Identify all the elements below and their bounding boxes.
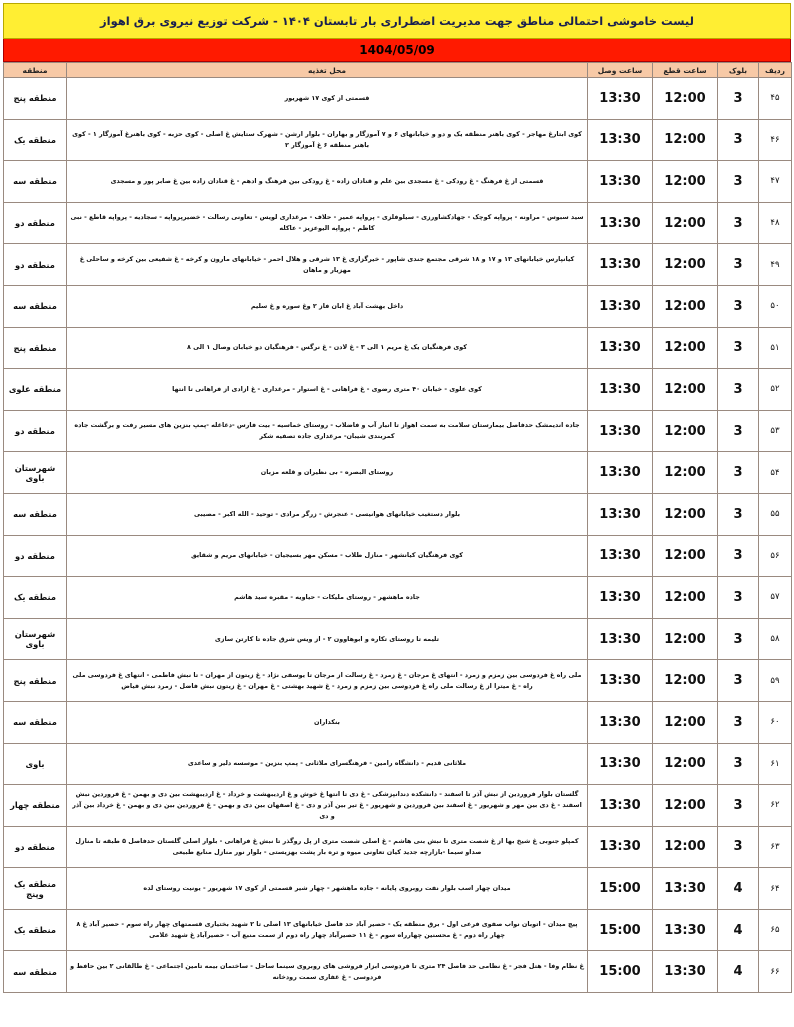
cell-feeder-location: بنکداران	[67, 701, 588, 743]
cell-cut-time: 12:00	[653, 369, 718, 411]
cell-connect-time: 13:30	[588, 410, 653, 452]
cell-block: 3	[718, 660, 759, 702]
cell-row-no: ۵۸	[759, 618, 792, 660]
cell-block: 3	[718, 452, 759, 494]
cell-block: 3	[718, 119, 759, 161]
cell-row-no: ۴۷	[759, 161, 792, 203]
cell-row-no: ۴۶	[759, 119, 792, 161]
cell-row-no: ۵۶	[759, 535, 792, 577]
cell-connect-time: 15:00	[588, 951, 653, 993]
cell-feeder-location: کوی ابتارغ مهاجر - کوی باهنر منطقه یک و دو و خیابانهای ۶ و ۷ آموزگار و بهاران - بلوار ارشن - شهرک ستایش غ اصلی - کوی حزبه - کوی باهنرغ آموزگار ۱ - کوی باهنر منطقه ۶ غ آموزگار ۲	[67, 119, 588, 161]
cell-cut-time: 12:00	[653, 535, 718, 577]
cell-region: منطقه دو	[4, 535, 67, 577]
cell-row-no: ۶۶	[759, 951, 792, 993]
cell-block: 3	[718, 577, 759, 619]
table-header-row	[4, 63, 792, 78]
cell-region: منطقه یک وپنج	[4, 868, 67, 910]
table-row	[4, 161, 792, 203]
cell-region: منطقه دو	[4, 826, 67, 868]
cell-feeder-location: کوی فرهنگیان کیانشهر - منازل طلاب - مسکن مهر بسیجیان - خیابانهای مریم و شقایق	[67, 535, 588, 577]
cell-cut-time: 12:00	[653, 78, 718, 120]
cell-connect-time: 13:30	[588, 535, 653, 577]
cell-cut-time: 12:00	[653, 660, 718, 702]
cell-feeder-location: ملی راه غ فردوسی بین زمزم و زمرد - انتهای غ مرجان - غ زمرد - غ رسالت از مرجان تا یوسفی نژاد - غ زیتون از مهران - تا نبش فاطمی - انتهای غ فردوسی ملی راه - غ میترا از غ رسالت ملی راه غ فردوسی بین زمزم و زمرد - غ شهید بهشتی - غ مهران - غ زیتون نبش فاضل - زمرد نبش فیاض	[67, 660, 588, 702]
cell-region: منطقه پنج	[4, 78, 67, 120]
table-row	[4, 535, 792, 577]
table-row	[4, 410, 792, 452]
cell-connect-time: 13:30	[588, 785, 653, 827]
cell-feeder-location: پیچ میدان - اتوبان نواب صفوی فرعی اول - برق منطقه یک - حصیر آباد حد فاصل خیابانهای ۱۳ اصلی تا ۲ شهید بختیاری قسمتهای چهار راه سوم - حصیر آباد غ ۸ چهار راه دوم - غ محسنین چهارراه سوم - غ ۱۱ حصیرآباد چهار راه دوم از سمت منبع آب - حصیرآباد غ شهید غلامی	[67, 909, 588, 951]
cell-cut-time: 13:30	[653, 951, 718, 993]
cell-cut-time: 12:00	[653, 618, 718, 660]
cell-feeder-location: ملاثانی قدیم - دانشگاه رامین - فرهنگسرای ملاثانی - پمپ بنزین - موسسه دلیر و ساعدی	[67, 743, 588, 785]
cell-region: منطقه یک	[4, 577, 67, 619]
cell-cut-time: 13:30	[653, 909, 718, 951]
cell-connect-time: 13:30	[588, 618, 653, 660]
table-row	[4, 618, 792, 660]
cell-cut-time: 12:00	[653, 785, 718, 827]
cell-row-no: ۶۲	[759, 785, 792, 827]
cell-row-no: ۵۳	[759, 410, 792, 452]
cell-region: منطقه سه	[4, 951, 67, 993]
cell-row-no: ۶۰	[759, 701, 792, 743]
header-block: بلوک	[718, 63, 759, 78]
cell-region: منطقه دو	[4, 202, 67, 244]
cell-row-no: ۵۱	[759, 327, 792, 369]
cell-region: منطقه یک	[4, 119, 67, 161]
cell-feeder-location: کیانپارس خیابانهای ۱۳ و ۱۷ و ۱۸ شرقی مجتمع جندی شاپور - خیرگزاری غ ۱۳ شرقی و هلال احمر - خیابانهای مارون و کرخه - غ شفیعی بین کرخه و ساحلی غ مهزیار و ماهان	[67, 244, 588, 286]
cell-cut-time: 12:00	[653, 701, 718, 743]
cell-block: 3	[718, 618, 759, 660]
cell-connect-time: 13:30	[588, 244, 653, 286]
cell-block: 3	[718, 743, 759, 785]
cell-block: 4	[718, 868, 759, 910]
cell-feeder-location: داخل بهشت آباد غ ابان فاز ۲ وغ سوره و غ سلیم	[67, 285, 588, 327]
cell-feeder-location: سید سبوس - مراونه - پرواپه کوچک - جهادکشاورزی - سیلوفلزی - پرواپه عمیر - حلاف - مرغداری لویس - تعاونی رسالت - خضیرپرواپه - سجادیه - پرواپه قاطع - نبی کاظم - پرواپه الیوعزیز - عاکله	[67, 202, 588, 244]
cell-region: منطقه علوی	[4, 369, 67, 411]
cell-cut-time: 12:00	[653, 202, 718, 244]
cell-block: 3	[718, 535, 759, 577]
cell-row-no: ۵۵	[759, 493, 792, 535]
header-row-no: ردیف	[759, 63, 792, 78]
cell-cut-time: 12:00	[653, 410, 718, 452]
cell-block: 3	[718, 202, 759, 244]
cell-connect-time: 13:30	[588, 743, 653, 785]
cell-block: 3	[718, 78, 759, 120]
cell-connect-time: 13:30	[588, 285, 653, 327]
cell-row-no: ۶۳	[759, 826, 792, 868]
cell-region: منطقه پنج	[4, 660, 67, 702]
cell-feeder-location: میدان چهار اسب بلوار نفت روبروی پایانه - جاده ماهشهر - چهار شیر قسمتی از کوی ۱۷ شهریور - یونیت روستای لده	[67, 868, 588, 910]
cell-feeder-location: بلوار دستغیب خیابانهای هوانیسی - عنجرش - زرگر مرادی - توحید - الله اکبر - مصیبی	[67, 493, 588, 535]
cell-block: 4	[718, 909, 759, 951]
cell-feeder-location: روستای البصره - بی نظیران و قلعه مزبان	[67, 452, 588, 494]
cell-feeder-location: تلیمه تا روستای تکاره و ابوهاوون ۲ - از ویس شرق جاده تا کارتن سازی	[67, 618, 588, 660]
cell-region: منطقه یک	[4, 909, 67, 951]
table-row	[4, 868, 792, 910]
table-row	[4, 327, 792, 369]
cell-feeder-location: قسمتی از غ فرهنگ - غ رودکی - غ مسجدی بین علم و قنادان زاده - غ رودکی بین فرهنگ و ادهم - غ قنادان زاده بین غ صابر پور و مسجدی	[67, 161, 588, 203]
cell-connect-time: 13:30	[588, 701, 653, 743]
table-row	[4, 119, 792, 161]
cell-connect-time: 13:30	[588, 660, 653, 702]
table-row	[4, 577, 792, 619]
cell-cut-time: 12:00	[653, 327, 718, 369]
header-connect-time: ساعت وصل	[588, 63, 653, 78]
cell-row-no: ۶۴	[759, 868, 792, 910]
cell-region: منطقه پنج	[4, 327, 67, 369]
table-row	[4, 493, 792, 535]
table-row	[4, 743, 792, 785]
cell-cut-time: 12:00	[653, 743, 718, 785]
table-row	[4, 785, 792, 827]
cell-feeder-location: کوی علوی - خیابان ۴۰ متری رضوی - غ فراهانی - غ استوار - مرغداری - غ ازادی از فراهانی تا انتها	[67, 369, 588, 411]
cell-connect-time: 15:00	[588, 868, 653, 910]
cell-feeder-location: کوی فرهنگیان یک غ مریم ۱ الی ۳ - غ لادن - غ نرگس - فرهنگیان دو خیابان وصال ۱ الی ۸	[67, 327, 588, 369]
cell-cut-time: 12:00	[653, 493, 718, 535]
cell-region: شهرستان باوی	[4, 618, 67, 660]
cell-row-no: ۴۵	[759, 78, 792, 120]
cell-cut-time: 12:00	[653, 826, 718, 868]
header-cut-time: ساعت قطع	[653, 63, 718, 78]
cell-connect-time: 15:00	[588, 909, 653, 951]
cell-region: منطقه چهار	[4, 785, 67, 827]
cell-row-no: ۵۷	[759, 577, 792, 619]
cell-block: 3	[718, 161, 759, 203]
table-row	[4, 660, 792, 702]
cell-region: منطقه دو	[4, 410, 67, 452]
cell-row-no: ۴۹	[759, 244, 792, 286]
cell-cut-time: 12:00	[653, 452, 718, 494]
cell-cut-time: 12:00	[653, 161, 718, 203]
cell-block: 3	[718, 327, 759, 369]
cell-feeder-location: جاده ماهشهر - روستای ملیکات - حیاویه - مقبره سید هاشم	[67, 577, 588, 619]
date-banner: 1404/05/09	[3, 39, 791, 62]
cell-block: 3	[718, 701, 759, 743]
cell-connect-time: 13:30	[588, 119, 653, 161]
table-row	[4, 78, 792, 120]
cell-feeder-location: کمپلو جنوبی غ شیخ بها از غ شصت متری تا نبش بنی هاشم - غ اصلی شصت متری از پل روگذر تا نبش غ فراهانی - بلوار اصلی گلستان حدفاصل ۵ طبقه تا منازل صداو سیما -بازارچه جدید کیان تعاونی میوه و تره بار پشت بهزیستی - بلوار نور منازل منابع طبیعی	[67, 826, 588, 868]
cell-feeder-location: غ نظام وفا - هتل فجر - غ نظامی حد فاصل ۲۴ متری تا فردوسی ابزار فروشی های روبروی سینما ساحل - ساختمان بیمه تامین اجتماعی - غ طالقانی ۲ بین حافظ و فردوسی - غ غفاری سمت رودخانه	[67, 951, 588, 993]
cell-block: 3	[718, 785, 759, 827]
outage-table	[3, 62, 792, 993]
cell-row-no: ۵۴	[759, 452, 792, 494]
cell-block: 4	[718, 951, 759, 993]
table-body	[4, 78, 792, 993]
cell-cut-time: 12:00	[653, 244, 718, 286]
table-row	[4, 285, 792, 327]
cell-block: 3	[718, 826, 759, 868]
cell-connect-time: 13:30	[588, 327, 653, 369]
cell-region: باوی	[4, 743, 67, 785]
cell-row-no: ۵۹	[759, 660, 792, 702]
cell-region: منطقه سه	[4, 161, 67, 203]
cell-cut-time: 13:30	[653, 868, 718, 910]
header-feeder-location: محل تغذیه	[67, 63, 588, 78]
table-row	[4, 909, 792, 951]
cell-feeder-location: گلستان بلوار فروردین از نبش آذر تا اسفند - دانشکده دندانپزشکی - غ دی تا انتها غ خوش و غ اردیبهشت و خرداد - غ اردیبهشت بین دی و بهمن - غ فروردین نبش اسفند - غ دی بین مهر و شهریور - غ اسفند بین فروردین و شهریور - غ تیر بین آذر و دی - غ اصفهان بین دی و بهمن - غ فروردین بین دی و بهمن - غ خرداد بین آذر و دی	[67, 785, 588, 827]
cell-region: منطقه دو	[4, 244, 67, 286]
cell-cut-time: 12:00	[653, 119, 718, 161]
cell-cut-time: 12:00	[653, 285, 718, 327]
cell-row-no: ۶۱	[759, 743, 792, 785]
cell-cut-time: 12:00	[653, 577, 718, 619]
cell-connect-time: 13:30	[588, 577, 653, 619]
cell-block: 3	[718, 285, 759, 327]
table-row	[4, 202, 792, 244]
cell-region: منطقه سه	[4, 285, 67, 327]
cell-connect-time: 13:30	[588, 369, 653, 411]
cell-region: منطقه سه	[4, 493, 67, 535]
cell-region: منطقه سه	[4, 701, 67, 743]
table-row	[4, 701, 792, 743]
cell-row-no: ۵۰	[759, 285, 792, 327]
table-row	[4, 369, 792, 411]
cell-feeder-location: جاده اندیمشک حدفاصل بیمارستان سلامت به سمت اهواز تا انبار آب و فاضلاب - روستای خماسیه - بیت فارس -دغاغله -پمپ بنزین های مسیر رفت و برگشت جاده کمربندی شیبان- مرغداری جاده تصفیه شکر	[67, 410, 588, 452]
cell-row-no: ۴۸	[759, 202, 792, 244]
cell-row-no: ۶۵	[759, 909, 792, 951]
cell-row-no: ۵۲	[759, 369, 792, 411]
page-title: لیست خاموشی احتمالی مناطق جهت مدیریت اضطراری بار تابستان ۱۴۰۴ - شرکت توزیع نیروی برق اهواز	[3, 3, 791, 39]
cell-region: شهرستان باوی	[4, 452, 67, 494]
header-region: منطقه	[4, 63, 67, 78]
cell-connect-time: 13:30	[588, 202, 653, 244]
cell-block: 3	[718, 493, 759, 535]
cell-block: 3	[718, 244, 759, 286]
table-row	[4, 951, 792, 993]
cell-connect-time: 13:30	[588, 161, 653, 203]
cell-connect-time: 13:30	[588, 826, 653, 868]
cell-feeder-location: قسمتی از کوی ۱۷ شهریور	[67, 78, 588, 120]
table-row	[4, 452, 792, 494]
cell-block: 3	[718, 410, 759, 452]
cell-connect-time: 13:30	[588, 493, 653, 535]
table-row	[4, 244, 792, 286]
sheet	[3, 3, 791, 993]
cell-block: 3	[718, 369, 759, 411]
cell-connect-time: 13:30	[588, 452, 653, 494]
table-row	[4, 826, 792, 868]
cell-connect-time: 13:30	[588, 78, 653, 120]
